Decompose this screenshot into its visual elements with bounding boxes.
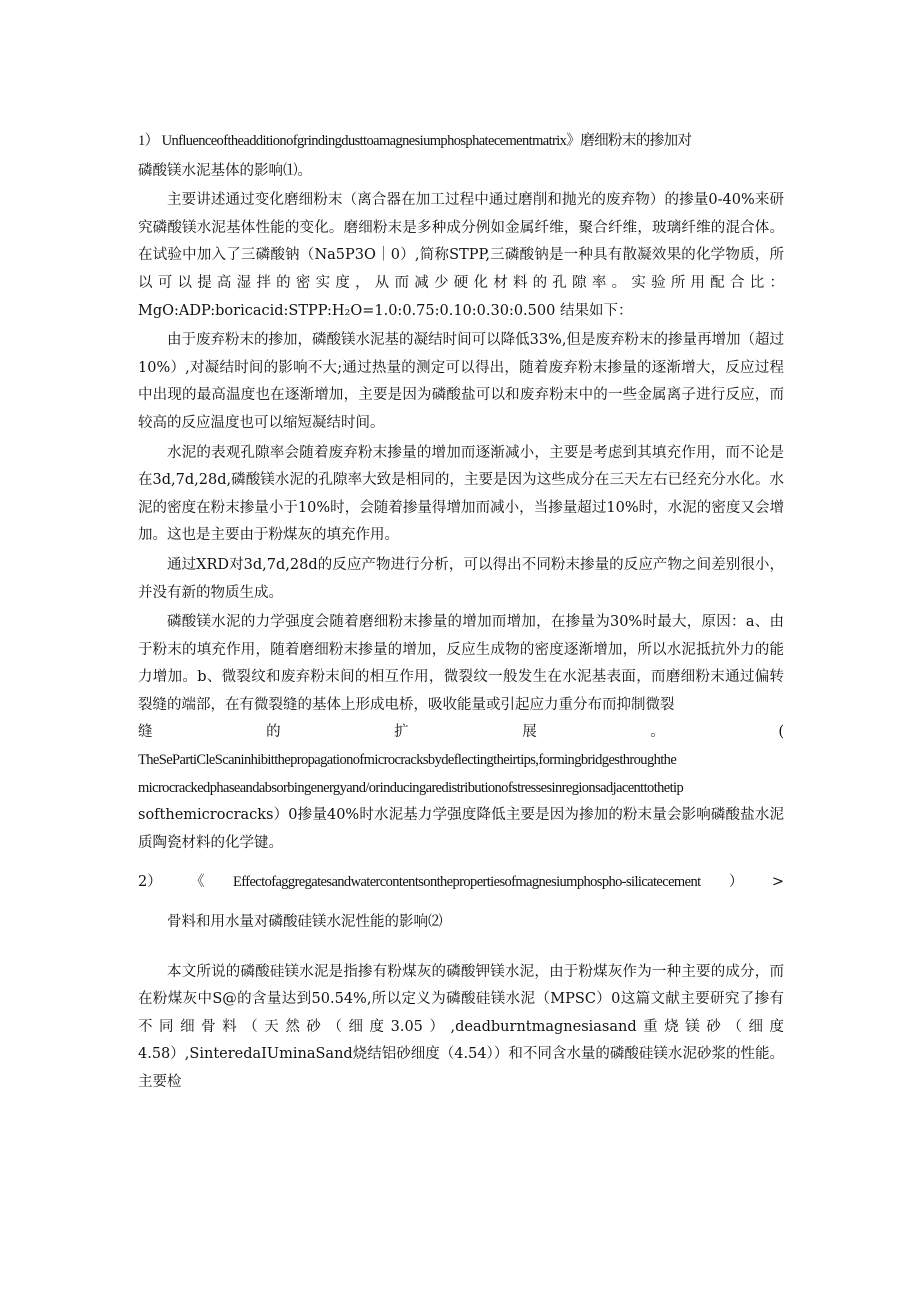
- section1-paragraph-5-end: softhemicrocracks）0掺量40%时水泥基力学强度降低主要是因为掺加的粉末量会影响磷酸盐水泥质陶瓷材料的化学键。: [138, 807, 784, 851]
- section1-paragraph-1: 主要讲述通过变化磨细粉末（离合器在加工过程中通过磨削和抛光的废弃物）的掺量0-40%来研究磷酸镁水泥基体性能的变化。磨细粉末是多种成分例如金属纤维，聚合纤维，玻璃纤维的混合体。在试验中加入了三磷酸钠（Na5P3O｜0）,简称STPP,三磷酸钠是一种具有散凝效果的化学物质，所以可以提高湿拌的密实度，从而减少硬化材料的孔隙率。实验所用配合比：MgO:ADP:boricacid:STPP:H₂O=1.0:0.75:0.10:0.30:0.500 结果如下：: [138, 192, 784, 319]
- section1-paragraph-5-english-1: TheSePartiCleScaninhibitthepropagationofmicrocracksbydeflectingtheirtips,formingbridgesthroughthe: [138, 752, 677, 769]
- section2-heading-line1: [138, 869, 784, 897]
- spread-char: (: [778, 724, 784, 741]
- spread-char: 扩: [394, 724, 409, 741]
- section2-heading-line2: 骨料和用水量对磷酸硅镁水泥性能的影响⑵: [167, 914, 443, 931]
- section2-heading-close-bracket: >: [771, 874, 784, 891]
- spread-char: 的: [266, 724, 281, 741]
- section1-paragraph-5: 磷酸镁水泥的力学强度会随着磨细粉末掺量的增加而增加，在掺量为30%时最大，原因：a、由于粉末的填充作用，随着磨细粉末掺量的增加，反应生成物的密度逐渐增加，所以水泥抵抗外力的能力增加。b、微裂纹和废弃粉末间的相互作用，微裂纹一般发生在水泥基表面，而磨细粉末通过偏转裂缝的端部，在有微裂缝的基体上形成电桥，吸收能量或引起应力重分布而抑制微裂: [138, 614, 784, 713]
- section1-heading-line2: 磷酸镁水泥基体的影响⑴。: [138, 162, 312, 179]
- spread-char: 。: [650, 724, 665, 741]
- section1-paragraph-5-english-2: microcrackedphaseandabsorbingenergyand/orinducingaredistributionofstressesinregionsadjacenttothetip: [138, 779, 684, 796]
- section2-heading-close-paren: ）: [728, 874, 744, 891]
- spread-char: 展: [522, 724, 537, 741]
- section1-heading-text: 1） Unfluenceoftheadditionofgrindingdusttoamagnesiumphosphatecementmatrix》磨细粉末的掺加对: [138, 133, 692, 149]
- section1-paragraph-2: 由于废弃粉末的掺加，磷酸镁水泥基的凝结时间可以降低33%,但是废弃粉末的掺量再增加（超过10%）,对凝结时间的影响不大;通过热量的测定可以得出，随着废弃粉末掺量的逐渐增大，反应过程中出现的最高温度也在逐渐增加，主要是因为磷酸盐可以和废弃粉末中的一些金属离子进行反应，而较高的反应温度也可以缩短凝结时间。: [138, 332, 784, 431]
- section1-paragraph-3: 水泥的表观孔隙率会随着废弃粉末掺量的增加而逐渐减小，主要是考虑到其填充作用，而不论是在3d,7d,28d,磷酸镁水泥的孔隙率大致是相同的，主要是因为这些成分在三天左右已经充分水化。水泥的密度在粉末掺量小于10%时，会随着掺量得增加而减小，当掺量超过10%时，水泥的密度又会增加。这也是主要由于粉煤灰的填充作用。: [138, 444, 784, 544]
- spread-char: 缝: [138, 724, 153, 741]
- section2-heading-open-bracket: 《: [190, 874, 205, 891]
- section1-paragraph-5-spread-line: [138, 719, 784, 747]
- section1-paragraph-4: 通过XRD对3d,7d,28d的反应产物进行分析，可以得出不同粉末掺量的反应产物之间差别很小，并没有新的物质生成。: [138, 556, 784, 601]
- section1-heading-line1: [138, 128, 784, 156]
- section2-heading-number: 2）: [138, 874, 162, 891]
- document-body: [138, 128, 784, 1097]
- section2-paragraph-1: 本文所说的磷酸硅镁水泥是指掺有粉煤灰的磷酸钾镁水泥，由于粉煤灰作为一种主要的成分，而在粉煤灰中S@的含量达到50.54%,所以定义为磷酸硅镁水泥（MPSC）0这篇文献主要研究了掺有不同细骨料（天然砂（细度3.05）,deadburntmagnesiasand重烧镁砂（细度4.58）,SinteredaIUminaSand烧结铝砂细度（4.54））和不同含水量的磷酸硅镁水泥砂浆的性能。主要检: [138, 963, 784, 1090]
- section2-heading-english-title: Effectofaggregatesandwatercontentsonthepropertiesofmagnesiumphospho-silicatecement: [233, 874, 701, 891]
